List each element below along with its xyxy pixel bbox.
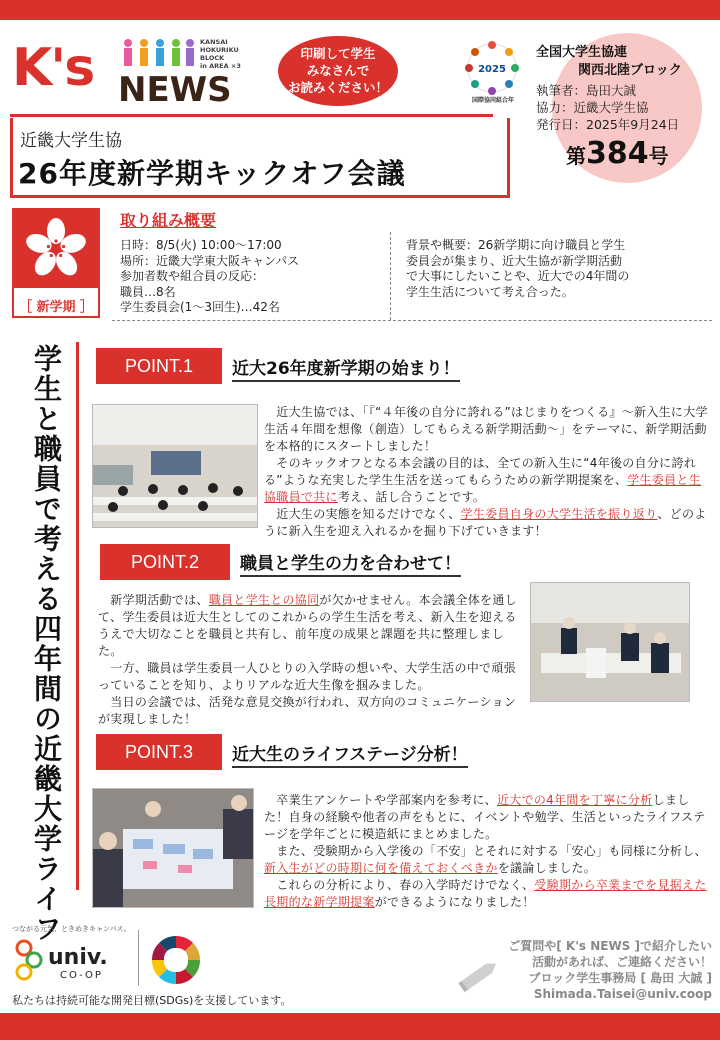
sakura-icon [14, 210, 98, 288]
top-bar [0, 0, 720, 20]
publisher: 全国大学生協連 関西北陸ブロック [536, 45, 682, 78]
print-bubble: 印刷して学生 みなさんで お読みください！ [278, 36, 398, 106]
people-logo-icon [120, 38, 195, 68]
publish-date: 発行日：2025年9月24日 [536, 117, 680, 132]
logo-ks: K's [12, 38, 94, 98]
overview-icon-bg [14, 210, 98, 288]
issue-number: 第384号 [566, 136, 669, 171]
body-text: しました！自身の経験や他者の声をもとに、イベントや勉学、生活といったライフステージを学年ごとに模造紙にまとめました。 [264, 793, 706, 841]
vertical-title: 学生と職員で考える四年間の近畿大学ライフ [30, 344, 63, 944]
svg-text:CO-OP: CO-OP [60, 970, 103, 981]
body-text: 卒業生アンケートや学部案内を参考に、 [264, 793, 497, 807]
body-text: 近大生協では、「『“４年後の自分に誇れる”はじまりをつくる』～新入生に大学生活４年間を想像（創造）してもらえる新学期活動～」をテーマに、新学期活動を本格的にスタートしました！ [264, 405, 708, 453]
sdgs-wheel-icon [146, 930, 206, 990]
highlight-text: 受験期から卒業までを見据えた長期的な新学期提案 [264, 878, 707, 909]
body-text: 考え、話し合うことです。 [337, 490, 486, 504]
univ-coop-logo-icon [12, 934, 132, 984]
title-subtitle: 近畿大学生協 [20, 131, 122, 151]
body-text: ができるようになりました！ [374, 895, 535, 909]
point3-photo [92, 788, 254, 908]
point1-title: 近大26年度新学期の始まり！ [232, 354, 460, 382]
iyc-2025-logo-icon [462, 38, 522, 98]
vertical-rule [76, 342, 79, 890]
sdgs-statement: 私たちは持続可能な開発目標(SDGs)を支援しています。 [12, 994, 292, 1007]
point1-badge: POINT.1 [96, 348, 222, 384]
overview-details: 日時：8/5(火) 10:00～17:00 場所：近畿大学東大阪キャンパス 参加者数や組合員の反応： 職員…8名 学生委員会(1～3回生)…42名 [120, 238, 300, 314]
body-text: を議論しました。 [497, 861, 597, 875]
body-text: が欠かせません。本会議全体を通して、学生委員は近大生としてのこれからの学生生活を考え、新入生を迎えるうえで大切なことを職員と共有し、前年度の成果と課題を共に整理しました。 [98, 593, 517, 658]
body-text: 当日の会議では、活発な意見交換が行われ、双方向のコミュニケーションが実現しました！ [98, 695, 517, 726]
highlight-text: 新入生がどの時期に何を備えておくべきか [264, 861, 498, 875]
point2-photo [530, 582, 690, 702]
author: 執筆者：島田大誠 [536, 83, 637, 98]
svg-text:2025: 2025 [478, 64, 506, 75]
point1-text [264, 404, 710, 540]
logo-news: NEWS [118, 70, 232, 110]
overview-tag: ［ 新学期 ］ [18, 300, 94, 315]
body-text: 近大生の実態を知るだけでなく、 [264, 507, 461, 521]
block-text: KANSAI HOKURIKU BLOCK in AREA ×3 [200, 38, 241, 70]
overview-divider [390, 232, 391, 320]
highlight-text: 学生委員と生協職員で共に [264, 473, 702, 504]
issue-meta [536, 82, 679, 133]
point3-text [264, 792, 710, 911]
cooperation: 協力：近畿大学生協 [536, 100, 649, 115]
footer-divider [138, 930, 139, 986]
svg-text:univ.: univ. [48, 945, 108, 970]
highlight-text: 学生委員自身の大学生活を振り返り [460, 507, 658, 521]
contact-info: ご質問や[ K's NEWS ]で紹介したい 活動があれば、ご連絡ください！ ブロック学生事務局 [ 島田 大誠 ] Shimada.Taisei@univ.coop [456, 938, 712, 1002]
body-text: 、どのように新入生を迎え入れるかを掘り下げていきます！ [264, 507, 707, 538]
contact-email[interactable]: Shimada.Taisei@univ.coop [533, 987, 712, 1001]
point3-title: 近大生のライフステージ分析！ [232, 740, 468, 768]
point3-badge: POINT.3 [96, 734, 222, 770]
highlight-text: 職員と学生との協同 [208, 593, 320, 607]
body-text: また、受験期から入学後の「不安」とそれに対する「安心」も同様に分析し、 [264, 844, 707, 858]
point2-badge: POINT.2 [100, 544, 230, 580]
body-text: 一方、職員は学生委員一人ひとりの入学時の想いや、大学生活の中で頑張っていることを知り、よりリアルな近大生像を掴みました。 [98, 661, 516, 692]
highlight-text: 近大での4年間を丁寧に分析 [496, 793, 653, 807]
body-text: これらの分析により、春の入学時だけでなく、 [264, 878, 535, 892]
page-title: 26年度新学期キックオフ会議 [18, 157, 406, 190]
iyc-text: 国際協同組合年 [471, 97, 514, 104]
overview-bottom-rule [112, 320, 712, 321]
point2-title: 職員と学生の力を合わせて！ [240, 549, 461, 577]
bottom-bar [0, 1013, 720, 1040]
body-text: そのキックオフとなる本会議の目的は、全ての新入生に“4年後の自分に誇れる”ような充実した学生生活を送ってもらうための新学期提案を、 [264, 456, 697, 487]
overview-heading: 取り組み概要 [120, 211, 217, 230]
coop-slogan: つながる元気、ときめきキャンパス。 [12, 925, 131, 933]
body-text: 新学期活動では、 [98, 593, 209, 607]
point2-text [98, 592, 524, 728]
title-top-rule [10, 114, 493, 117]
point1-photo [92, 404, 258, 528]
overview-background: 背景や概要：26新学期に向け職員と学生 委員会が集まり、近大生協が新学期活動 で大事にしたいことや、近大での4年間の 学生生活について考え合った。 [406, 238, 630, 299]
